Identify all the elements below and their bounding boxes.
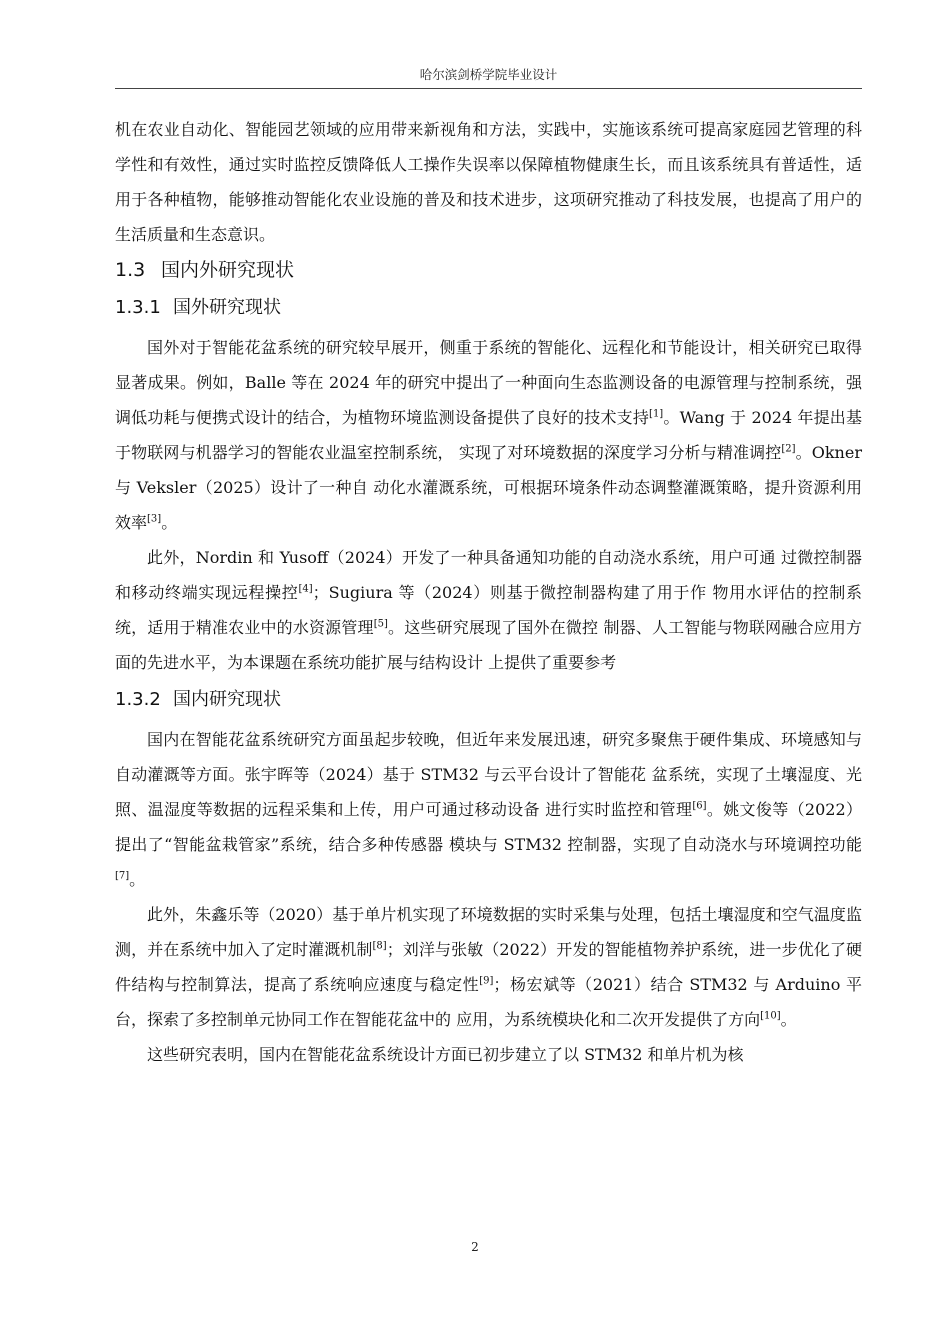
intro-paragraph: 机在农业自动化、智能园艺领域的应用带来新视角和方法，实践中，实施该系统可提高家庭园艺管理的科学性和有效性，通过实时监控反馈降低人工操作失误率以保障植物健康生长，而且该系统具有普适性，适用于各种植物，能够推动智能化农业设施的普及和技术进步，这项研究推动了科技发展，也提高了用户的生活质量和生态意识。	[115, 120, 862, 244]
page-footer	[0, 1240, 950, 1254]
citation: [5]	[373, 618, 388, 630]
section-heading-1-3-2	[115, 688, 862, 712]
text-run: 此外，朱鑫乐等（2020）基于单片机实现了环境数据的实时采集与处理，包括土壤湿度和空气温度监测，并在系统中加入了定时灌溉机制	[115, 905, 862, 959]
citation: [10]	[760, 1010, 781, 1022]
section-number: 1.3.1	[115, 297, 161, 318]
page-content	[115, 112, 862, 1072]
text-run: ；杨宏斌等（2021）结合 STM32 与 Arduino 平台，探索了多控制单元协同工作在智能花盆中的 应用，为系统模块化和二次开发提供了方向	[115, 975, 862, 1029]
citation: [9]	[479, 975, 494, 987]
text-run: 。	[129, 870, 146, 889]
text-run: 国外对于智能花盆系统的研究较早展开，侧重于系统的智能化、远程化和节能设计，相关研究已取得显著成果。例如，Balle 等在 2024 年的研究中提出了一种面向生态监测设备的电源管理与控制系统，强调低功耗与便携式设计的结合，为植物环境监测设备提供了良好的技术支持	[115, 338, 862, 427]
text-run: ；刘洋与张敏（2022）开发的智能植物养护系统，进一步优化了硬件结构与控制算法，提高了系统响应速度与稳定性	[115, 940, 862, 994]
paragraph-domestic-2	[115, 897, 862, 1037]
citation: [7]	[115, 870, 130, 882]
paragraph-domestic-1	[115, 722, 862, 897]
citation: [3]	[147, 513, 162, 525]
citation: [6]	[692, 800, 707, 812]
text-run: 。	[161, 513, 178, 532]
paragraph-foreign-2	[115, 540, 862, 680]
text-run: 。这些研究展现了国外在微控 制器、人工智能与物联网融合应用方面的先进水平，为本课题在系统功能扩展与结构设计 上提供了重要参考	[115, 618, 862, 672]
section-heading-1-3	[115, 258, 862, 282]
section-heading-1-3-1	[115, 296, 862, 320]
section-title: 国外研究现状	[173, 297, 281, 318]
citation: [8]	[372, 940, 387, 952]
text-run: 。	[780, 1010, 797, 1029]
citation: [2]	[781, 443, 796, 455]
section-number: 1.3	[115, 259, 146, 281]
text-run: 此外，Nordin 和 Yusoff（2024）开发了一种具备通知功能的自动浇水系统，用户可通 过微控制器和移动终端实现远程操控	[115, 548, 862, 602]
citation: [4]	[298, 583, 313, 595]
page-number: 2	[471, 1240, 479, 1254]
text-run: 。Wang 于 2024 年提出基于物联网与机器学习的智能农业温室控制系统， 实现了对环境数据的深度学习分析与精准调控	[115, 408, 862, 462]
section-title: 国内研究现状	[173, 689, 281, 710]
text-run: ；Sugiura 等（2024）则基于微控制器构建了用于作 物用水评估的控制系统，适用于精准农业中的水资源管理	[115, 583, 862, 637]
paragraph-foreign-1	[115, 330, 862, 540]
citation: [1]	[649, 408, 664, 420]
section-number: 1.3.2	[115, 689, 161, 710]
text-run: 国内在智能花盆系统研究方面虽起步较晚，但近年来发展迅速，研究多聚焦于硬件集成、环境感知与自动灌溉等方面。张宇晖等（2024）基于 STM32 与云平台设计了智能花 盆系统，实现了土壤湿度、光照、温湿度等数据的远程采集和上传，用户可通过移动设备 进行实时监控和管理	[115, 730, 862, 819]
section-title: 国内外研究现状	[161, 259, 295, 281]
text-run: 。姚文俊等（2022）提出了“智能盆栽管家”系统，结合多种传感器 模块与 STM32 控制器，实现了自动浇水与环境调控功能	[115, 800, 862, 854]
header-title: 哈尔滨剑桥学院毕业设计	[419, 67, 558, 82]
page-header	[115, 64, 862, 89]
paragraph-domestic-3: 这些研究表明，国内在智能花盆系统设计方面已初步建立了以 STM32 和单片机为核	[147, 1045, 744, 1064]
text-run: 。Okner 与 Veksler（2025）设计了一种自 动化水灌溉系统，可根据环境条件动态调整灌溉策略，提升资源利用效率	[115, 443, 862, 532]
